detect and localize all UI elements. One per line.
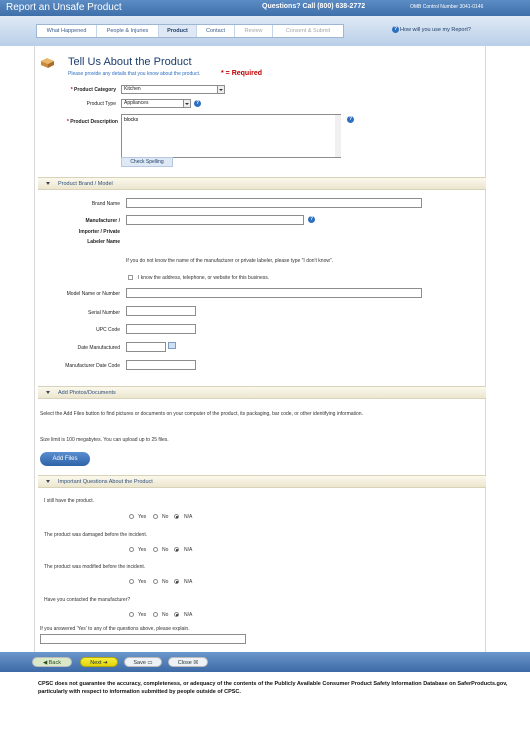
product-type-label: Product Type <box>86 101 116 107</box>
page-intro: Please provide any details that you know about the product. <box>68 71 201 77</box>
manufacturer-label-3: Labeler Name <box>87 239 120 245</box>
description-scrollbar[interactable] <box>335 115 341 157</box>
q4-no-radio[interactable] <box>153 612 158 617</box>
q3-na-label: N/A <box>184 579 193 585</box>
close-button[interactable]: Close ☒ <box>168 657 208 667</box>
close-label: Close <box>177 660 192 666</box>
q4-na-label: N/A <box>184 612 193 618</box>
package-icon <box>40 57 55 68</box>
model-label: Model Name or Number <box>66 291 120 297</box>
q4-yes-label: Yes <box>138 612 147 618</box>
product-type-help-icon[interactable]: ? <box>195 100 200 106</box>
tab-review: Review <box>235 25 273 37</box>
q4-na-radio[interactable] <box>174 612 179 617</box>
collapse-icon <box>46 480 50 483</box>
manufacturer-label-2: Importer / Private <box>78 229 120 235</box>
explain-label: If you answered 'Yes' to any of the questions above, please explain. <box>40 626 190 632</box>
page-title: Tell Us About the Product <box>68 56 192 68</box>
app-header <box>0 0 530 16</box>
brand-name-input[interactable] <box>126 198 422 208</box>
product-description-field[interactable] <box>121 114 341 158</box>
brand-name-label: Brand Name <box>91 201 120 207</box>
next-button[interactable]: Next ➔ <box>80 657 118 667</box>
explain-input[interactable] <box>40 634 246 644</box>
tab-consent-submit: Consent & Submit <box>285 28 331 34</box>
calendar-icon[interactable] <box>168 342 176 349</box>
tab-what-happened[interactable]: What Happened <box>37 25 97 37</box>
collapse-icon <box>46 391 50 394</box>
q3-na-radio[interactable] <box>174 579 179 584</box>
model-input[interactable] <box>126 288 422 298</box>
q4-yes-radio[interactable] <box>129 612 134 617</box>
step-tabs <box>36 24 344 38</box>
unknown-manufacturer-note: If you do not know the name of the manufacturer or private labeler, please type "I don't know". <box>126 258 334 264</box>
manufacturer-date-code-label: Manufacturer Date Code <box>65 363 120 369</box>
help-icon: ? <box>393 26 398 32</box>
check-spelling-button[interactable]: Check Spelling <box>121 157 173 167</box>
manufacturer-label-1: Manufacturer / <box>85 218 120 224</box>
section-brand-model[interactable] <box>38 177 486 190</box>
q2-yes-label: Yes <box>138 547 147 553</box>
q1-no-label: No <box>162 514 169 520</box>
manufacturer-date-code-input[interactable] <box>126 360 196 370</box>
section-photos-title: Add Photos/Documents <box>58 390 116 396</box>
omb-number: OMB Control Number 3041-0146 <box>410 4 484 10</box>
app-title: Report an Unsafe Product <box>6 2 122 13</box>
help-link[interactable] <box>392 26 471 33</box>
q2-yes-radio[interactable] <box>129 547 134 552</box>
footer-nav-bar <box>0 652 530 672</box>
date-manufactured-label: Date Manufactured <box>77 345 120 351</box>
save-label: Save <box>133 660 146 666</box>
product-category-label: * Product Category <box>70 87 116 93</box>
q3-yes-radio[interactable] <box>129 579 134 584</box>
help-link-label: How will you use my Report? <box>400 26 471 33</box>
save-button[interactable]: Save ▭ <box>124 657 162 667</box>
manufacturer-input[interactable] <box>126 215 304 225</box>
section-add-photos[interactable] <box>38 386 486 399</box>
product-description-label: * Product Description <box>66 119 118 125</box>
q2-no-radio[interactable] <box>153 547 158 552</box>
tab-strip <box>0 16 530 46</box>
date-manufactured-input[interactable] <box>126 342 166 352</box>
know-address-checkbox[interactable] <box>128 275 133 280</box>
tab-people-injuries[interactable]: People & Injuries <box>97 25 159 37</box>
q1-no-radio[interactable] <box>153 514 158 519</box>
next-label: Next <box>90 660 102 666</box>
add-files-button[interactable]: Add Files <box>40 452 90 466</box>
question-2-text: The product was damaged before the incident. <box>44 532 148 538</box>
q1-na-radio[interactable] <box>174 514 179 519</box>
collapse-icon <box>46 182 50 185</box>
q2-no-label: No <box>162 547 169 553</box>
section-brand-title: Product Brand / Model <box>58 181 113 187</box>
question-1-text: I still have the product. <box>44 498 95 504</box>
disclaimer-text: CPSC does not guarantee the accuracy, completeness, or adequacy of the contents of the Publicly Available Consumer Product Safety Information Database on SaferProducts.gov, particularly with respect to information submitted by people outside of CPSC. <box>38 681 508 695</box>
serial-label: Serial Number <box>88 310 120 316</box>
help-phone: Questions? Call (800) 638-2772 <box>262 3 366 10</box>
q4-no-label: No <box>162 612 169 618</box>
back-label: Back <box>48 660 61 666</box>
q3-yes-label: Yes <box>138 579 147 585</box>
section-questions-title: Important Questions About the Product <box>58 479 153 485</box>
product-type-value: Appliances <box>124 100 149 106</box>
upc-label: UPC Code <box>96 327 120 333</box>
tab-product[interactable]: Product <box>159 25 197 37</box>
product-type-select[interactable] <box>121 99 191 108</box>
manufacturer-help-icon[interactable]: ? <box>309 216 314 222</box>
q1-yes-label: Yes <box>138 514 147 520</box>
upc-input[interactable] <box>126 324 196 334</box>
q3-no-label: No <box>162 579 169 585</box>
q2-na-label: N/A <box>184 547 193 553</box>
photos-size-limit: Size limit is 100 megabytes. You can upload up to 25 files. <box>40 437 169 443</box>
product-category-select[interactable] <box>121 85 225 94</box>
chevron-down-icon <box>183 100 190 107</box>
product-category-value: Kitchen <box>124 86 141 92</box>
chevron-down-icon <box>217 86 224 93</box>
serial-input[interactable] <box>126 306 196 316</box>
question-3-text: The product was modified before the incident. <box>44 564 146 570</box>
description-help-icon[interactable]: ? <box>348 116 353 122</box>
back-button[interactable]: ◀ Back <box>32 657 72 667</box>
know-address-label: I know the address, telephone, or website for this business. <box>138 275 270 281</box>
photos-instructions: Select the Add Files button to find pictures or documents on your computer of the product, its packaging, bar code, or other identifying information. <box>40 411 363 417</box>
required-legend: * = Required <box>221 70 263 77</box>
q2-na-radio[interactable] <box>174 547 179 552</box>
question-4-text: Have you contacted the manufacturer? <box>44 597 131 603</box>
section-important-questions[interactable] <box>38 475 486 488</box>
tab-contact[interactable]: Contact <box>197 25 235 37</box>
q1-yes-radio[interactable] <box>129 514 134 519</box>
q3-no-radio[interactable] <box>153 579 158 584</box>
q1-na-label: N/A <box>184 514 193 520</box>
